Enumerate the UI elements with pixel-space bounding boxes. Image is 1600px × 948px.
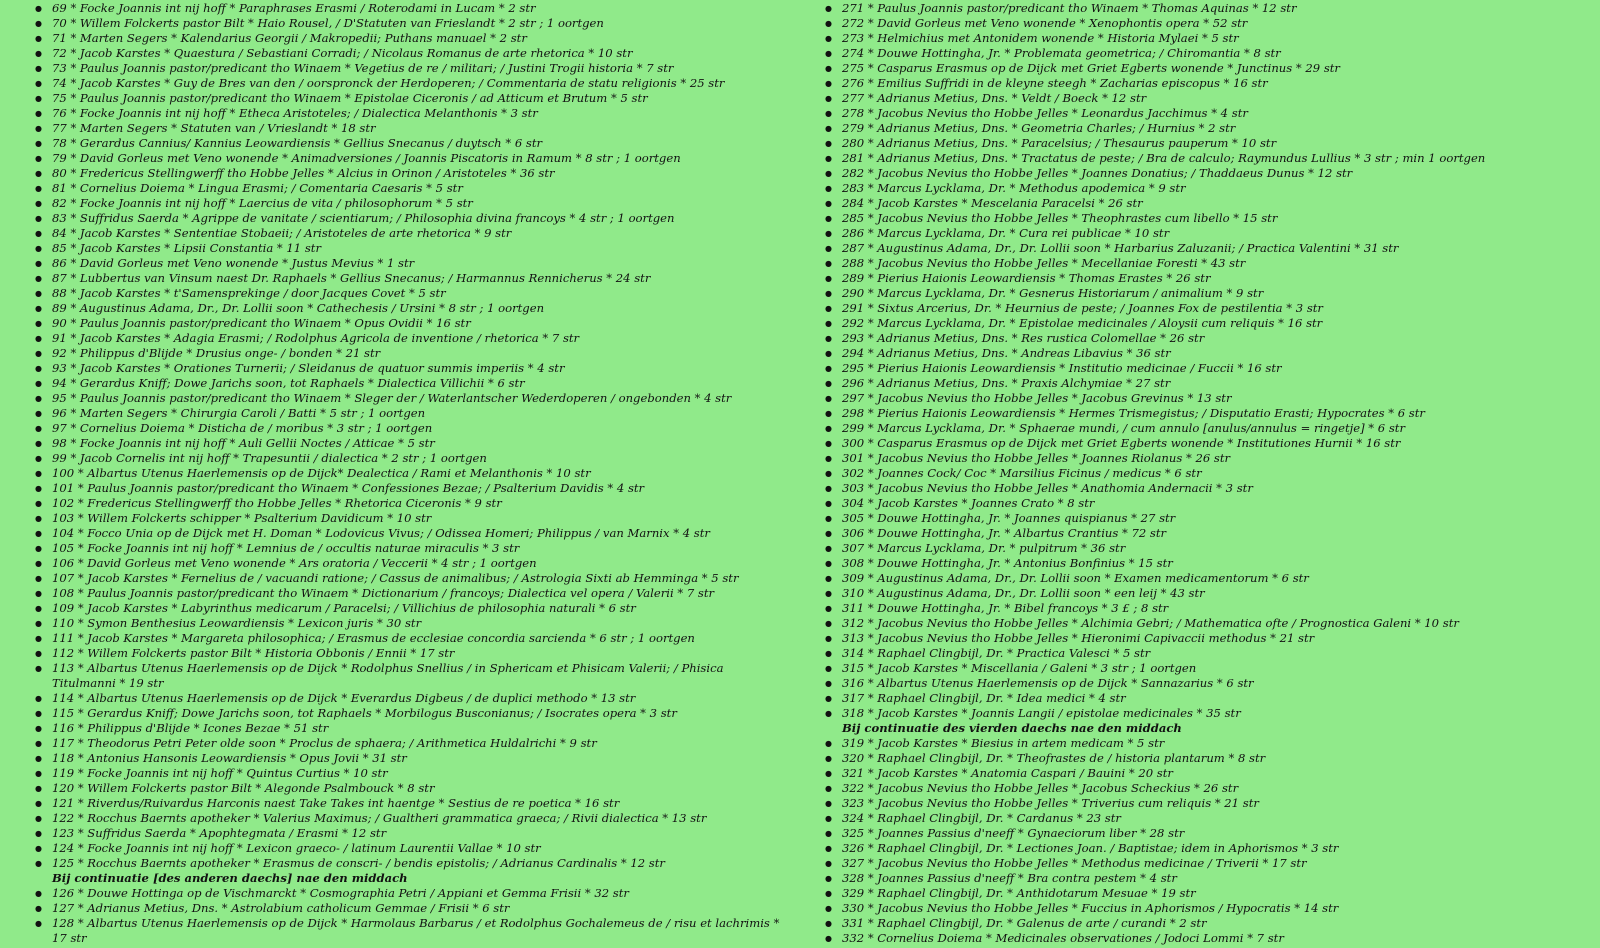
list-item: ● 312 * Jacobus Nevius tho Hobbe Jelles * Alchimia Gebri; / Mathematica ofte / Prognostica Galeni * 10 str [820, 616, 1590, 631]
list-item: ● 69 * Focke Joannis int nij hoff * Paraphrases Erasmi / Roterodami in Lucam * 2 str [30, 1, 790, 16]
list-item: ● 77 * Marten Segers * Statuten van / Vrieslandt * 18 str [30, 121, 790, 136]
list-item: ● 117 * Theodorus Petri Peter olde soon * Proclus de sphaera; / Arithmetica Huldalrichi * 9 str [30, 736, 790, 751]
list-item: ● 328 * Joannes Passius d'neeff * Bra contra pestem * 4 str [820, 871, 1590, 886]
list-item: ● 95 * Paulus Joannis pastor/predicant tho Winaem * Sleger der / Waterlantscher Wederdoperen / ongebonden * 4 str [30, 391, 790, 406]
list-item: ● 298 * Pierius Haionis Leowardiensis * Hermes Trismegistus; / Disputatio Erasti; Hypocrates * 6 str [820, 406, 1590, 421]
list-item: ● 90 * Paulus Joannis pastor/predicant tho Winaem * Opus Ovidii * 16 str [30, 316, 790, 331]
list-item: ● 106 * David Gorleus met Veno wonende * Ars oratoria / Veccerii * 4 str ; 1 oortgen [30, 556, 790, 571]
list-item: ● 70 * Willem Folckerts pastor Bilt * Haio Rousel, / D'Statuten van Frieslandt * 2 str ; 1 oortgen [30, 16, 790, 31]
list-item: ● 111 * Jacob Karstes * Margareta philosophica; / Erasmus de ecclesiae concordia sarcienda * 6 str ; 1 oortgen [30, 631, 790, 646]
list-item: ● 284 * Jacob Karstes * Mescelania Paracelsi * 26 str [820, 196, 1590, 211]
list-item: ● 92 * Philippus d'Blijde * Drusius onge- / bonden * 21 str [30, 346, 790, 361]
list-item: ● 86 * David Gorleus met Veno wonende * Justus Mevius * 1 str [30, 256, 790, 271]
list-item: ● 308 * Douwe Hottingha, Jr. * Antonius Bonfinius * 15 str [820, 556, 1590, 571]
list-item: ● 330 * Jacobus Nevius tho Hobbe Jelles * Fuccius in Aphorismos / Hypocratis * 14 str [820, 901, 1590, 916]
list-item: ● 271 * Paulus Joannis pastor/predicant tho Winaem * Thomas Aquinas * 12 str [820, 1, 1590, 16]
list-item: ● 292 * Marcus Lycklama, Dr. * Epistolae medicinales / Aloysii cum reliquis * 16 str [820, 316, 1590, 331]
list-item: ● 101 * Paulus Joannis pastor/predicant tho Winaem * Confessiones Bezae; / Psalterium Davidis * 4 str [30, 481, 790, 496]
list-item: ● 291 * Sixtus Arcerius, Dr. * Heurnius de peste; / Joannes Fox de pestilentia * 3 str [820, 301, 1590, 316]
list-item: ● 87 * Lubbertus van Vinsum naest Dr. Raphaels * Gellius Snecanus; / Harmannus Rennicherus * 24 str [30, 271, 790, 286]
list-item: ● 76 * Focke Joannis int nij hoff * Etheca Aristoteles; / Dialectica Melanthonis * 3 str [30, 106, 790, 121]
list-item: ● 73 * Paulus Joannis pastor/predicant tho Winaem * Vegetius de re / militari; / Justini Trogii historia * 7 str [30, 61, 790, 76]
list-item: ● 75 * Paulus Joannis pastor/predicant tho Winaem * Epistolae Ciceronis / ad Atticum et Brutum * 5 str [30, 91, 790, 106]
list-item: ● 109 * Jacob Karstes * Labyrinthus medicarum / Paracelsi; / Villichius de philosophia naturali * 6 str [30, 601, 790, 616]
list-item: ● 310 * Augustinus Adama, Dr., Dr. Lollii soon * een leij * 43 str [820, 586, 1590, 601]
list-item: ● 307 * Marcus Lycklama, Dr. * pulpitrum * 36 str [820, 541, 1590, 556]
list-item: ● 276 * Emilius Suffridi in de kleyne steegh * Zacharias episcopus * 16 str [820, 76, 1590, 91]
list-item: ● 98 * Focke Joannis int nij hoff * Auli Gellii Noctes / Atticae * 5 str [30, 436, 790, 451]
list-item: ● 288 * Jacobus Nevius tho Hobbe Jelles * Mecellaniae Foresti * 43 str [820, 256, 1590, 271]
list-item: ● 285 * Jacobus Nevius tho Hobbe Jelles * Theophrastes cum libello * 15 str [820, 211, 1590, 226]
list-item: ● 295 * Pierius Haionis Leowardiensis * Institutio medicinae / Fuccii * 16 str [820, 361, 1590, 376]
list-item: ● 296 * Adrianus Metius, Dns. * Praxis Alchymiae * 27 str [820, 376, 1590, 391]
list-item: ● 128 * Albartus Utenus Haerlemensis op de Dijck * Harmolaus Barbarus / et Rodolphus Gochalemeus de / risu et lachrimis * 17 str [30, 916, 790, 946]
list-item: ● 115 * Gerardus Kniff; Dowe Jarichs soon, tot Raphaels * Morbilogus Busconianus; / Isocrates opera * 3 str [30, 706, 790, 721]
list-item: ● 74 * Jacob Karstes * Guy de Bres van den / oorspronck der Herdoperen; / Commentaria de statu religionis * 25 str [30, 76, 790, 91]
list-item: ● 122 * Rocchus Baernts apotheker * Valerius Maximus; / Gualtheri grammatica graeca; / Rivii dialectica * 13 str [30, 811, 790, 826]
list-item: ● 96 * Marten Segers * Chirurgia Caroli / Batti * 5 str ; 1 oortgen [30, 406, 790, 421]
list-item: ● 277 * Adrianus Metius, Dns. * Veldt / Boeck * 12 str [820, 91, 1590, 106]
list-item: ● 317 * Raphael Clingbijl, Dr. * Idea medici * 4 str [820, 691, 1590, 706]
list-item: ● 300 * Casparus Erasmus op de Dijck met Griet Egberts wonende * Institutiones Hurnii * 16 str [820, 436, 1590, 451]
list-item: ● 311 * Douwe Hottingha, Jr. * Bibel francoys * 3 £ ; 8 str [820, 601, 1590, 616]
list-item: ● 104 * Focco Unia op de Dijck met H. Doman * Lodovicus Vivus; / Odissea Homeri; Philippus / van Marnix * 4 str [30, 526, 790, 541]
list-item: ● 274 * Douwe Hottingha, Jr. * Problemata geometrica; / Chiromantia * 8 str [820, 46, 1590, 61]
list-item: ● 331 * Raphael Clingbijl, Dr. * Galenus de arte / curandi * 2 str [820, 916, 1590, 931]
list-item: ● 303 * Jacobus Nevius tho Hobbe Jelles * Anathomia Andernacii * 3 str [820, 481, 1590, 496]
list-item: ● 91 * Jacob Karstes * Adagia Erasmi; / Rodolphus Agricola de inventione / rhetorica * 7 str [30, 331, 790, 346]
list-item: ● 108 * Paulus Joannis pastor/predicant tho Winaem * Dictionarium / francoys; Dialectica vel opera / Valerii * 7 str [30, 586, 790, 601]
list-item: ● 102 * Fredericus Stellingwerff tho Hobbe Jelles * Rhetorica Ciceronis * 9 str [30, 496, 790, 511]
list-item: ● 302 * Joannes Cock/ Coc * Marsilius Ficinus / medicus * 6 str [820, 466, 1590, 481]
list-item: ● 289 * Pierius Haionis Leowardiensis * Thomas Erastes * 26 str [820, 271, 1590, 286]
list-item: ● 325 * Joannes Passius d'neeff * Gynaeciorum liber * 28 str [820, 826, 1590, 841]
list-item: ● 278 * Jacobus Nevius tho Hobbe Jelles * Leonardus Jacchimus * 4 str [820, 106, 1590, 121]
list-item: ● 315 * Jacob Karstes * Miscellania / Galeni * 3 str ; 1 oortgen [820, 661, 1590, 676]
list-item: ● 324 * Raphael Clingbijl, Dr. * Cardanus * 23 str [820, 811, 1590, 826]
left-column [30, 1, 790, 946]
list-item: ● 116 * Philippus d'Blijde * Icones Bezae * 51 str [30, 721, 790, 736]
list-item: ● 299 * Marcus Lycklama, Dr. * Sphaerae mundi, / cum annulo [anulus/annulus = ringetje] * 6 str [820, 421, 1590, 436]
list-item: ● 71 * Marten Segers * Kalendarius Georgii / Makropedii; Puthans manuael * 2 str [30, 31, 790, 46]
list-item: ● 290 * Marcus Lycklama, Dr. * Gesnerus Historiarum / animalium * 9 str [820, 286, 1590, 301]
list-item: ● 322 * Jacobus Nevius tho Hobbe Jelles * Jacobus Scheckius * 26 str [820, 781, 1590, 796]
list-item: ● 85 * Jacob Karstes * Lipsii Constantia * 11 str [30, 241, 790, 256]
list-item: ● 305 * Douwe Hottingha, Jr. * Joannes quispianus * 27 str [820, 511, 1590, 526]
list-item: ● 110 * Symon Benthesius Leowardiensis * Lexicon juris * 30 str [30, 616, 790, 631]
list-item: ● 304 * Jacob Karstes * Joannes Crato * 8 str [820, 496, 1590, 511]
list-item: ● 89 * Augustinus Adama, Dr., Dr. Lollii soon * Cathechesis / Ursini * 8 str ; 1 oortgen [30, 301, 790, 316]
section-heading: Bij continuatie [des anderen daechs] nae den middach [52, 871, 408, 885]
list-item: ● 273 * Helmichius met Antonidem wonende * Historia Mylaei * 5 str [820, 31, 1590, 46]
list-item: ● 318 * Jacob Karstes * Joannis Langii / epistolae medicinales * 35 str [820, 706, 1590, 721]
list-item: ● 107 * Jacob Karstes * Fernelius de / vacuandi ratione; / Cassus de animalibus; / Astrologia Sixti ab Hemminga * 5 str [30, 571, 790, 586]
list-item: ● 275 * Casparus Erasmus op de Dijck met Griet Egberts wonende * Junctinus * 29 str [820, 61, 1590, 76]
list-item: ● 97 * Cornelius Doiema * Disticha de / moribus * 3 str ; 1 oortgen [30, 421, 790, 436]
list-item: ● 297 * Jacobus Nevius tho Hobbe Jelles * Jacobus Grevinus * 13 str [820, 391, 1590, 406]
list-item: ● 80 * Fredericus Stellingwerff tho Hobbe Jelles * Alcius in Orinon / Aristoteles * 36 str [30, 166, 790, 181]
list-item: ● 126 * Douwe Hottinga op de Vischmarckt * Cosmographia Petri / Appiani et Gemma Frisii * 32 str [30, 886, 790, 901]
list-item: ● 301 * Jacobus Nevius tho Hobbe Jelles * Joannes Riolanus * 26 str [820, 451, 1590, 466]
list-item: ● 125 * Rocchus Baernts apotheker * Erasmus de conscri- / bendis epistolis; / Adrianus Cardinalis * 12 str [30, 856, 790, 871]
list-item: ● 72 * Jacob Karstes * Quaestura / Sebastiani Corradi; / Nicolaus Romanus de arte rhetorica * 10 str [30, 46, 790, 61]
list-item: ● 121 * Riverdus/Ruivardus Harconis naest Take Takes int haentge * Sestius de re poetica * 16 str [30, 796, 790, 811]
list-item: ● 112 * Willem Folckerts pastor Bilt * Historia Obbonis / Ennii * 17 str [30, 646, 790, 661]
list-item: ● 78 * Gerardus Cannius/ Kannius Leowardiensis * Gellius Snecanus / duytsch * 6 str [30, 136, 790, 151]
list-item: ● 114 * Albartus Utenus Haerlemensis op de Dijck * Everardus Digbeus / de duplici methodo * 13 str [30, 691, 790, 706]
list-item: ● 309 * Augustinus Adama, Dr., Dr. Lollii soon * Examen medicamentorum * 6 str [820, 571, 1590, 586]
list-item: ● 120 * Willem Folckerts pastor Bilt * Alegonde Psalmbouck * 8 str [30, 781, 790, 796]
list-item: ● 82 * Focke Joannis int nij hoff * Laercius de vita / philosophorum * 5 str [30, 196, 790, 211]
list-item: ● 327 * Jacobus Nevius tho Hobbe Jelles * Methodus medicinae / Triverii * 17 str [820, 856, 1590, 871]
right-column [820, 1, 1590, 946]
list-item: ● 294 * Adrianus Metius, Dns. * Andreas Libavius * 36 str [820, 346, 1590, 361]
list-item: ● 283 * Marcus Lycklama, Dr. * Methodus apodemica * 9 str [820, 181, 1590, 196]
list-item: ● 83 * Suffridus Saerda * Agrippe de vanitate / scientiarum; / Philosophia divina francoys * 4 str ; 1 oortgen [30, 211, 790, 226]
list-item: ● 326 * Raphael Clingbijl, Dr. * Lectiones Joan. / Baptistae; idem in Aphorismos * 3 str [820, 841, 1590, 856]
list-item: ● 81 * Cornelius Doiema * Lingua Erasmi; / Comentaria Caesaris * 5 str [30, 181, 790, 196]
list-item: ● 286 * Marcus Lycklama, Dr. * Cura rei publicae * 10 str [820, 226, 1590, 241]
list-item: ● 272 * David Gorleus met Veno wonende * Xenophontis opera * 52 str [820, 16, 1590, 31]
list-item: ● 320 * Raphael Clingbijl, Dr. * Theofrastes de / historia plantarum * 8 str [820, 751, 1590, 766]
list-item: ● 99 * Jacob Cornelis int nij hoff * Trapesuntii / dialectica * 2 str ; 1 oortgen [30, 451, 790, 466]
list-item: ● 105 * Focke Joannis int nij hoff * Lemnius de / occultis naturae miraculis * 3 str [30, 541, 790, 556]
list-item: ● 88 * Jacob Karstes * t'Samensprekinge / door Jacques Covet * 5 str [30, 286, 790, 301]
list-item: ● 280 * Adrianus Metius, Dns. * Paracelsius; / Thesaurus pauperum * 10 str [820, 136, 1590, 151]
list-item: ● 313 * Jacobus Nevius tho Hobbe Jelles * Hieronimi Capivaccii methodus * 21 str [820, 631, 1590, 646]
list-item: ● 84 * Jacob Karstes * Sententiae Stobaeii; / Aristoteles de arte rhetorica * 9 str [30, 226, 790, 241]
list-item: ● 113 * Albartus Utenus Haerlemensis op de Dijck * Rodolphus Snellius / in Sphericam et Phisicam Valerii; / Phisica Titulmanni * 19 str [30, 661, 790, 691]
list-item: ● 316 * Albartus Utenus Haerlemensis op de Dijck * Sannazarius * 6 str [820, 676, 1590, 691]
list-item: ● 124 * Focke Joannis int nij hoff * Lexicon graeco- / latinum Laurentii Vallae * 10 str [30, 841, 790, 856]
list-item: ● 329 * Raphael Clingbijl, Dr. * Anthidotarum Mesuae * 19 str [820, 886, 1590, 901]
list-item: ● 279 * Adrianus Metius, Dns. * Geometria Charles; / Hurnius * 2 str [820, 121, 1590, 136]
list-item: ● 314 * Raphael Clingbijl, Dr. * Practica Valesci * 5 str [820, 646, 1590, 661]
section-heading: Bij continuatie des vierden daechs nae den middach [842, 721, 1182, 735]
list-item: ● 321 * Jacob Karstes * Anatomia Caspari / Bauini * 20 str [820, 766, 1590, 781]
list-item: ● 94 * Gerardus Kniff; Dowe Jarichs soon, tot Raphaels * Dialectica Villichii * 6 str [30, 376, 790, 391]
list-item: ● 118 * Antonius Hansonis Leowardiensis * Opus Jovii * 31 str [30, 751, 790, 766]
list-item: ● 119 * Focke Joannis int nij hoff * Quintus Curtius * 10 str [30, 766, 790, 781]
list-item: ● 100 * Albartus Utenus Haerlemensis op de Dijck* Dealectica / Rami et Melanthonis * 10 str [30, 466, 790, 481]
list-item: ● 103 * Willem Folckerts schipper * Psalterium Davidicum * 10 str [30, 511, 790, 526]
list-item: ● 332 * Cornelius Doiema * Medicinales observationes / Jodoci Lommi * 7 str [820, 931, 1590, 946]
list-item: ● 319 * Jacob Karstes * Biesius in artem medicam * 5 str [820, 736, 1590, 751]
list-item: ● 282 * Jacobus Nevius tho Hobbe Jelles * Joannes Donatius; / Thaddaeus Dunus * 12 str [820, 166, 1590, 181]
list-item: ● 127 * Adrianus Metius, Dns. * Astrolabium catholicum Gemmae / Frisii * 6 str [30, 901, 790, 916]
list-item: ● 93 * Jacob Karstes * Orationes Turnerii; / Sleidanus de quatuor summis imperiis * 4 str [30, 361, 790, 376]
list-item: ● 306 * Douwe Hottingha, Jr. * Albartus Crantius * 72 str [820, 526, 1590, 541]
list-item: ● 293 * Adrianus Metius, Dns. * Res rustica Colomellae * 26 str [820, 331, 1590, 346]
list-item: ● 281 * Adrianus Metius, Dns. * Tractatus de peste; / Bra de calculo; Raymundus Lullius * 3 str ; min 1 oortgen [820, 151, 1590, 166]
list-item: ● 287 * Augustinus Adama, Dr., Dr. Lollii soon * Harbarius Zaluzanii; / Practica Valentini * 31 str [820, 241, 1590, 256]
list-item: ● 323 * Jacobus Nevius tho Hobbe Jelles * Triverius cum reliquis * 21 str [820, 796, 1590, 811]
list-item: ● 79 * David Gorleus met Veno wonende * Animadversiones / Joannis Piscatoris in Ramum * 8 str ; 1 oortgen [30, 151, 790, 166]
list-item: ● 123 * Suffridus Saerda * Apophtegmata / Erasmi * 12 str [30, 826, 790, 841]
